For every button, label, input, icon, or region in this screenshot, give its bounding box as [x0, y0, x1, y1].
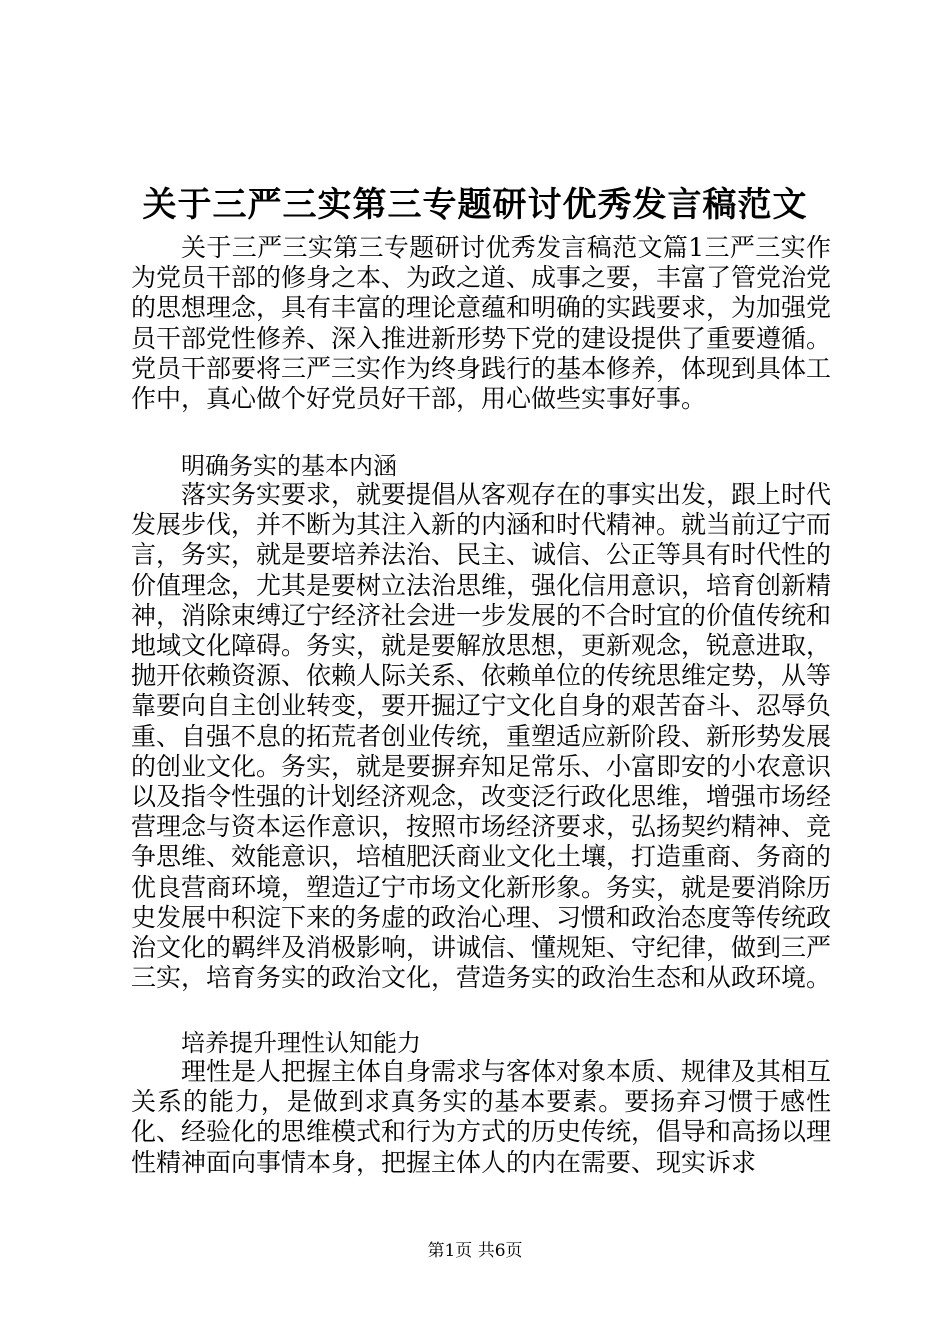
- section-heading-1: 明确务实的基本内涵: [181, 452, 397, 480]
- page-number-footer: 第1页 共6页: [427, 1241, 523, 1261]
- paragraph-intro: 关于三严三实第三专题研讨优秀发言稿范文篇1三严三实作为党员干部的修身之本、为政之道、成事之要，丰富了管党治党的思想理念，具有丰富的理论意蕴和明确的实践要求，为加强党员干部党性修养、深入推进新形势下党的建设提供了重要遵循。党员干部要将三严三实作为终身践行的基本修养，体现到具体工作中，真心做个好党员好干部，用心做些实事好事。: [131, 233, 832, 414]
- paragraph-section-1: 落实务实要求，就要提倡从客观存在的事实出发，跟上时代发展步伐，并不断为其注入新的内涵和时代精神。就当前辽宁而言，务实，就是要培养法治、民主、诚信、公正等具有时代性的价值理念，尤其是要树立法治思维，强化信用意识，培育创新精神，消除束缚辽宁经济社会进一步发展的不合时宜的价值传统和地域文化障碍。务实，就是要解放思想，更新观念，锐意进取，抛开依赖资源、依赖人际关系、依赖单位的传统思维定势，从等靠要向自主创业转变，要开掘辽宁文化自身的艰苦奋斗、忍辱负重、自强不息的拓荒者创业传统，重塑适应新阶段、新形势发展的创业文化。务实，就是要摒弃知足常乐、小富即安的小农意识以及指令性强的计划经济观念，改变泛行政化思维，增强市场经营理念与资本运作意识，按照市场经济要求，弘扬契约精神、竞争思维、效能意识，培植肥沃商业文化土壤，打造重商、务商的优良营商环境，塑造辽宁市场文化新形象。务实，就是要消除历史发展中积淀下来的务虚的政治心理、习惯和政治态度等传统政治文化的羁绊及消极影响，讲诚信、懂规矩、守纪律，做到三严三实，培育务实的政治文化，营造务实的政治生态和从政环境。: [131, 480, 832, 993]
- document-title: 关于三严三实第三专题研讨优秀发言稿范文: [142, 185, 808, 225]
- section-heading-2: 培养提升理性认知能力: [181, 1029, 421, 1057]
- paragraph-section-2: 理性是人把握主体自身需求与客体对象本质、规律及其相互关系的能力，是做到求真务实的基本要素。要扬弃习惯于感性化、经验化的思维模式和行为方式的历史传统，倡导和高扬以理性精神面向事情本身，把握主体人的内在需要、现实诉求: [131, 1057, 832, 1177]
